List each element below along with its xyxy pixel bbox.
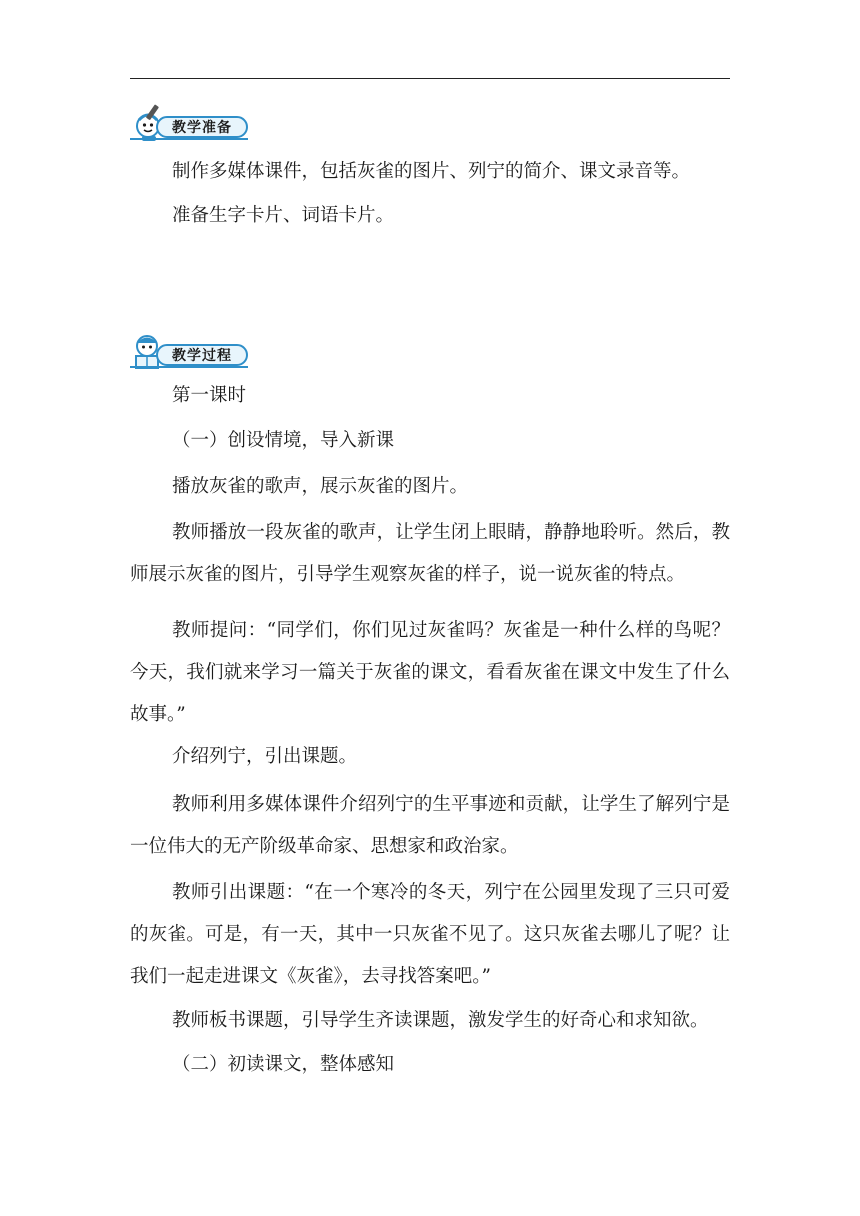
section-underline [130, 366, 248, 368]
prep-item-2: 准备生字卡片、词语卡片。 [172, 205, 395, 226]
section-title-prep: 教学准备 [156, 116, 248, 138]
step-title-2: （二）初读课文，整体感知 [172, 1054, 395, 1075]
paragraph: 教师播放一段灰雀的歌声，让学生闭上眼睛，静静地聆听。然后，教师展示灰雀的图片，引导学生观察灰雀的样子，说一说灰雀的特点。 [130, 522, 730, 585]
section-title-process: 教学过程 [156, 344, 248, 366]
paragraph: 介绍列宁，引出课题。 [172, 746, 358, 767]
paragraph: 教师引出课题：“在一个寒冷的冬天，列宁在公园里发现了三只可爱的灰雀。可是，有一天，其中一只灰雀不见了。这只灰雀去哪儿了呢？让我们一起走进课文《灰雀》，去寻找答案吧。” [130, 882, 730, 987]
section-heading-process [130, 330, 260, 370]
lesson-label: 第一课时 [172, 385, 247, 406]
paragraph: 教师板书课题，引导学生齐读课题，激发学生的好奇心和求知欲。 [172, 1010, 709, 1031]
header-rule [130, 78, 730, 79]
prep-item-1: 制作多媒体课件，包括灰雀的图片、列宁的简介、课文录音等。 [172, 161, 691, 182]
paragraph: 教师提问：“同学们，你们见过灰雀吗？灰雀是一种什么样的鸟呢？今天，我们就来学习一篇关于灰雀的课文，看看灰雀在课文中发生了什么故事。” [130, 620, 730, 725]
paragraph: 播放灰雀的歌声，展示灰雀的图片。 [172, 476, 469, 497]
paragraph: 教师利用多媒体课件介绍列宁的生平事迹和贡献，让学生了解列宁是一位伟大的无产阶级革命家、思想家和政治家。 [130, 794, 730, 857]
section-heading-prep [130, 102, 260, 142]
step-title-1: （一）创设情境，导入新课 [172, 430, 395, 451]
section-underline [130, 138, 248, 140]
